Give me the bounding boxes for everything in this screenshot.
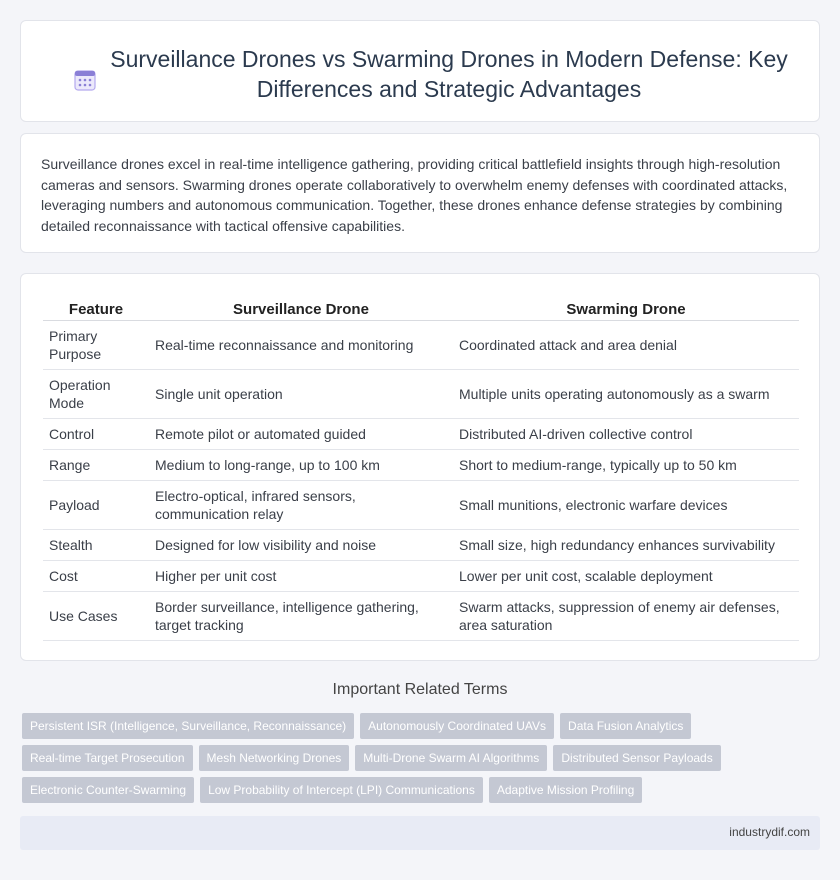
related-term-tag[interactable]: Autonomously Coordinated UAVs (360, 713, 554, 739)
header-swarming-drone: Swarming Drone (453, 294, 799, 320)
footer-site-link[interactable]: industrydif.com (729, 825, 810, 839)
table-row (43, 449, 799, 480)
feature-cell: Range (43, 449, 149, 480)
tag-row (22, 745, 822, 771)
related-terms-list (22, 713, 822, 809)
swarming-cell: Small munitions, electronic warfare devices (453, 480, 799, 529)
feature-cell: Use Cases (43, 591, 149, 640)
surveillance-cell: Higher per unit cost (149, 560, 453, 591)
swarming-cell: Swarm attacks, suppression of enemy air defenses, area saturation (453, 591, 799, 640)
table-row (43, 560, 799, 591)
comparison-table (43, 294, 799, 641)
swarming-cell: Lower per unit cost, scalable deployment (453, 560, 799, 591)
table-row (43, 418, 799, 449)
related-term-tag[interactable]: Distributed Sensor Payloads (553, 745, 720, 771)
surveillance-cell: Medium to long-range, up to 100 km (149, 449, 453, 480)
surveillance-cell: Electro-optical, infrared sensors, communication relay (149, 480, 453, 529)
swarming-cell: Coordinated attack and area denial (453, 320, 799, 369)
related-term-tag[interactable]: Electronic Counter-Swarming (22, 777, 194, 803)
related-term-tag[interactable]: Low Probability of Intercept (LPI) Communications (200, 777, 483, 803)
header-surveillance-drone: Surveillance Drone (149, 294, 453, 320)
tag-row (22, 777, 822, 803)
related-term-tag[interactable]: Persistent ISR (Intelligence, Surveillance, Reconnaissance) (22, 713, 354, 739)
surveillance-cell: Designed for low visibility and noise (149, 529, 453, 560)
table-row (43, 369, 799, 418)
table-row (43, 320, 799, 369)
summary-paragraph: Surveillance drones excel in real-time intelligence gathering, providing critical battlefield insights through high-resolution cameras and sensors. Swarming drones operate collaboratively to overwhelm enemy defenses with coordinated attacks, leveraging numbers and autonomous communication. Together, these drones enhance defense strategies by combining detailed reconnaissance with tactical offensive capabilities. (41, 156, 788, 234)
footer (20, 816, 820, 850)
related-term-tag[interactable]: Real-time Target Prosecution (22, 745, 193, 771)
feature-cell: Payload (43, 480, 149, 529)
surveillance-cell: Real-time reconnaissance and monitoring (149, 320, 453, 369)
feature-cell: Cost (43, 560, 149, 591)
swarming-cell: Small size, high redundancy enhances survivability (453, 529, 799, 560)
related-term-tag[interactable]: Data Fusion Analytics (560, 713, 691, 739)
swarming-cell: Short to medium-range, typically up to 50 km (453, 449, 799, 480)
calendar-icon (73, 68, 97, 92)
related-terms-title: Important Related Terms (332, 681, 508, 698)
table-row (43, 529, 799, 560)
tag-row (22, 713, 822, 739)
related-term-tag[interactable]: Mesh Networking Drones (199, 745, 350, 771)
related-term-tag[interactable]: Multi-Drone Swarm AI Algorithms (355, 745, 547, 771)
feature-cell: Stealth (43, 529, 149, 560)
feature-cell: Operation Mode (43, 369, 149, 418)
related-term-tag[interactable]: Adaptive Mission Profiling (489, 777, 642, 803)
feature-cell: Primary Purpose (43, 320, 149, 369)
surveillance-cell: Remote pilot or automated guided (149, 418, 453, 449)
title-card (20, 20, 820, 122)
swarming-cell: Distributed AI-driven collective control (453, 418, 799, 449)
surveillance-cell: Border surveillance, intelligence gathering, target tracking (149, 591, 453, 640)
summary-card (20, 133, 820, 253)
table-header-row (43, 294, 799, 320)
swarming-cell: Multiple units operating autonomously as a swarm (453, 369, 799, 418)
header-feature: Feature (43, 294, 149, 320)
page-title: Surveillance Drones vs Swarming Drones in Modern Defense: Key Differences and Strategic Advantages (110, 46, 788, 102)
table-row (43, 591, 799, 640)
feature-cell: Control (43, 418, 149, 449)
surveillance-cell: Single unit operation (149, 369, 453, 418)
comparison-card (20, 273, 820, 661)
table-row (43, 480, 799, 529)
